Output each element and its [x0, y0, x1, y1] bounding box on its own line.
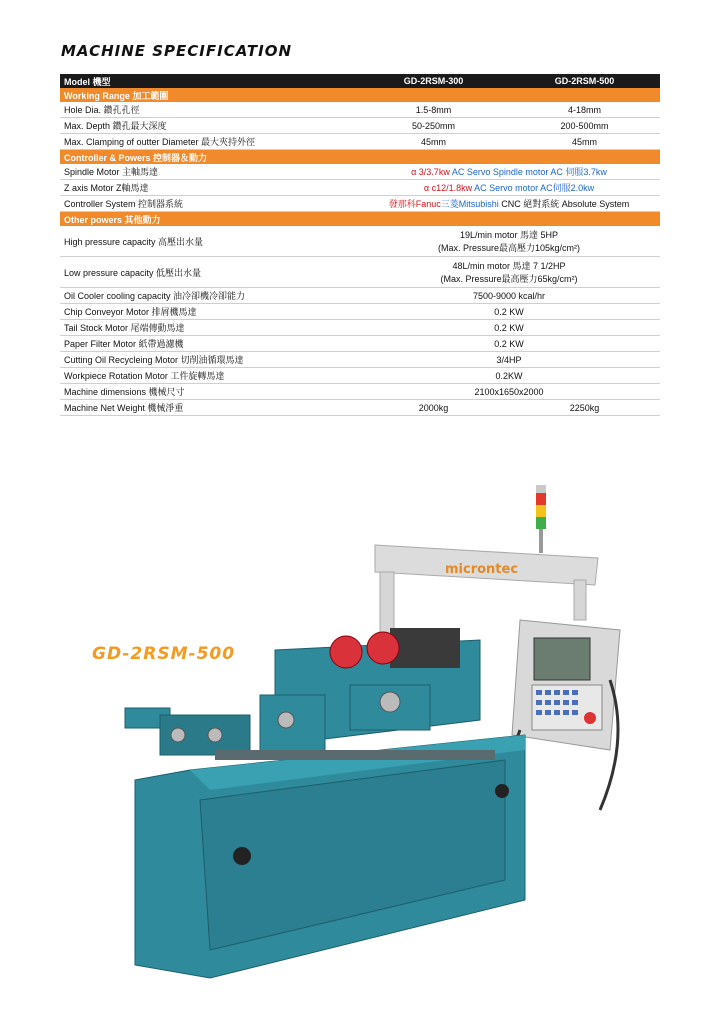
signal-tower-icon: [536, 485, 546, 553]
brand-logo: microntec: [445, 562, 519, 577]
section-controller: Controller & Powers 控制器＆動力: [60, 150, 660, 165]
table-row: Oil Cooler cooling capacity 油冷卻機冷卻能力 7500-9000 kcal/hr: [60, 288, 660, 304]
table-row: Workpiece Rotation Motor 工件旋轉馬達 0.2KW: [60, 368, 660, 384]
table-row: Z axis Motor Z軸馬達 α c12/1.8kw AC Servo motor AC伺服2.0kw: [60, 180, 660, 196]
table-row: Hole Dia. 鑽孔孔徑 1.5-8mm 4-18mm: [60, 102, 660, 118]
controller-system-value: 發那科Fanuc三菱Mitsubishi CNC 絕對系統 Absolute System: [358, 196, 660, 212]
table-row: Cutting Oil Recycleing Motor 切削油循環馬達 3/4HP: [60, 352, 660, 368]
table-row: Tail Stock Motor 尾端傳動馬達 0.2 KW: [60, 320, 660, 336]
header-col-300: GD-2RSM-300: [358, 74, 509, 88]
table-row: Max. Depth 鑽孔最大深度 50-250mm 200-500mm: [60, 118, 660, 134]
spec-header-row: [60, 74, 660, 88]
spec-table: [60, 74, 660, 416]
control-panel: [510, 620, 620, 820]
machine-illustration: [50, 480, 690, 990]
table-row: Machine dimensions 機械尺寸 2100x1650x2000: [60, 384, 660, 400]
section-other-powers: Other powers 其他動力: [60, 212, 660, 227]
section-working-range: Working Range 加工範圍: [60, 88, 660, 102]
table-row: Machine Net Weight 機械淨重 2000kg 2250kg: [60, 400, 660, 416]
table-row: Paper Filter Motor 紙帶過濾機 0.2 KW: [60, 336, 660, 352]
zaxis-value: α c12/1.8kw AC Servo motor AC伺服2.0kw: [358, 180, 660, 196]
table-row: Spindle Motor 主軸馬達 α 3/3.7kw AC Servo Spindle motor AC 伺服3.7kw: [60, 164, 660, 180]
header-col-500: GD-2RSM-500: [509, 74, 660, 88]
table-row: Chip Conveyor Motor 排屑機馬達 0.2 KW: [60, 304, 660, 320]
table-row: Controller System 控制器系統 發那科Fanuc三菱Mitsubishi CNC 絕對系統 Absolute System: [60, 196, 660, 212]
table-row: Low pressure capacity 低壓出水量 48L/min motor 馬達 7 1/2HP (Max. Pressure最高壓力65kg/cm²): [60, 257, 660, 288]
model-label: GD-2RSM-500: [92, 644, 236, 664]
header-model-label: Model 機型: [60, 74, 358, 88]
page-title: MACHINE SPECIFICATION: [61, 42, 292, 60]
table-row: High pressure capacity 高壓出水量 19L/min motor 馬達 5HP (Max. Pressure最高壓力105kg/cm²): [60, 226, 660, 257]
machine-base: [135, 735, 525, 978]
table-row: Max. Clamping of outter Diameter 最大夾持外徑 45mm 45mm: [60, 134, 660, 150]
spindle-value: α 3/3.7kw AC Servo Spindle motor AC 伺服3.7kw: [358, 164, 660, 180]
